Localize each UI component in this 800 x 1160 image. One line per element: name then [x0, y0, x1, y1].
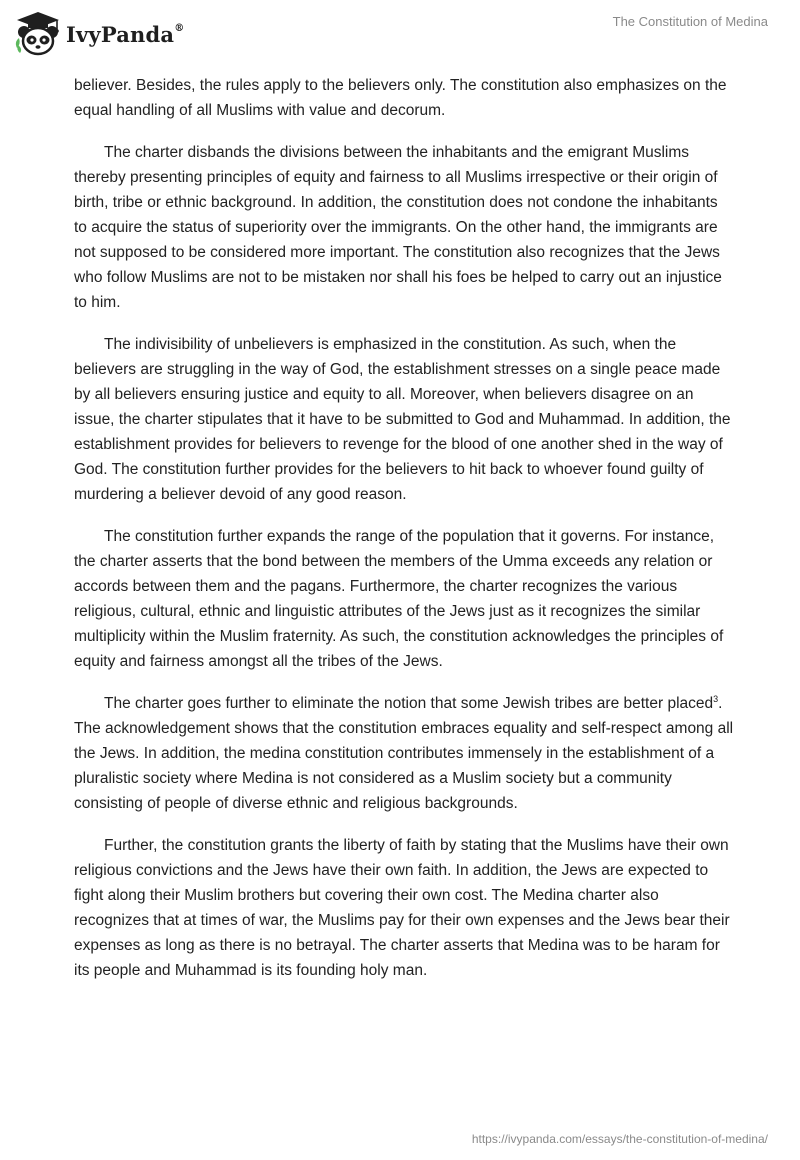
paragraph-5-text-before: The charter goes further to eliminate the notion that some Jewish tribes are better placed	[104, 695, 714, 712]
paragraph-6: Further, the constitution grants the liberty of faith by stating that the Muslims have their own religious convictions and the Jews have their own faith. In addition, the Jews are expected to fight along their Muslim brothers but covering their own cost. The Medina charter also recognizes that at times of war, the Muslims pay for their own expenses and the Jews bear their expenses as long as there is no betrayal. The charter asserts that Medina was to be haram for its people and Muhammad is its founding holy man.	[74, 837, 730, 979]
paragraph-5	[74, 691, 734, 816]
ivypanda-logo[interactable]	[14, 10, 184, 56]
registered-mark: ®	[174, 22, 185, 34]
paragraph-5-text-after: . The acknowledgement shows that the constitution embraces equality and self-respect among all the Jews. In addition, the medina constitution contributes immensely in the establishment of a pluralistic society where Medina is not considered as a Muslim society but a community consisting of people of diverse ethnic and religious backgrounds.	[74, 695, 734, 812]
page-header	[0, 0, 800, 70]
paragraph-3: The indivisibility of unbelievers is emphasized in the constitution. As such, when the believers are struggling in the way of God, the establishment stresses on a single peace made by all believers ensuring justice and equity to all. Moreover, when believers disagree on an issue, the charter stipulates that it have to be submitted to God and Muhammad. In addition, the establishment provides for believers to revenge for the blood of one another shed in the way of God. The constitution further provides for the believers to hit back to whoever found guilty of murdering a believer devoid of any good reason.	[74, 336, 731, 503]
paragraph-4: The constitution further expands the range of the population that it governs. For instance, the charter asserts that the bond between the members of the Umma exceeds any relation or accords between them and the pagans. Furthermore, the charter recognizes the various religious, cultural, ethnic and linguistic attributes of the Jews just as it recognizes the similar multiplicity within the Muslim fraternity. As such, the constitution acknowledges the principles of equity and fairness amongst all the tribes of the Jews.	[74, 528, 724, 670]
paragraph-1: believer. Besides, the rules apply to the believers only. The constitution also emphasizes on the equal handling of all Muslims with value and decorum.	[74, 77, 727, 119]
panda-graduate-icon	[14, 10, 62, 56]
logo-wordmark: IvyPanda®	[66, 21, 185, 47]
essay-body	[74, 73, 734, 1000]
document-title: The Constitution of Medina	[612, 14, 768, 29]
footnote-marker[interactable]: 3	[713, 693, 719, 704]
paragraph-2: The charter disbands the divisions between the inhabitants and the emigrant Muslims thereby presenting principles of equity and fairness to all Muslims irrespective or their origin of birth, tribe or ethnic background. In addition, the constitution does not condone the inhabitants to acquire the status of superiority over the immigrants. On the other hand, the immigrants are not supposed to be considered more important. The constitution also recognizes that the Jews who follow Muslims are not to be mistaken nor shall his foes be helped to carry out an injustice to him.	[74, 144, 722, 311]
source-url[interactable]: https://ivypanda.com/essays/the-constitution-of-medina/	[471, 1132, 768, 1146]
